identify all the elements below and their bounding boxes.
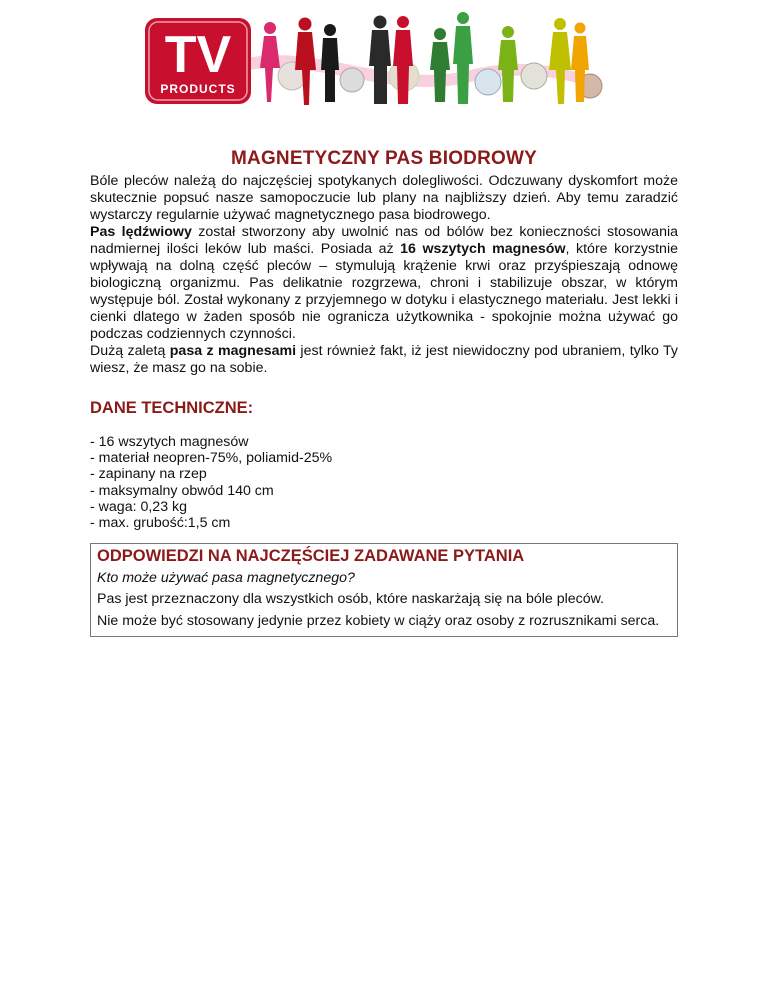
paragraph-text: jest również fakt, iż jest niewidoczny pod ubraniem, tylko Ty wiesz, że masz go na sobie. xyxy=(90,343,678,376)
spec-item: - 16 wszytych magnesów xyxy=(90,434,249,450)
spec-item: - max. grubość:1,5 cm xyxy=(90,515,231,532)
page-title: MAGNETYCZNY PAS BIODROWY xyxy=(231,148,537,169)
spec-item: - materiał neopren-75%, poliamid-25% xyxy=(90,450,333,467)
faq-question: Kto może używać pasa magnetycznego? xyxy=(97,570,355,587)
spec-item: - zapinany na rzep xyxy=(90,466,207,483)
people-silhouettes xyxy=(260,12,589,105)
product-thumbnail xyxy=(475,69,501,95)
paragraph-text: został stworzony aby uwolnić nas od bólów bez konieczności stosowania nadmiernej ilości leków lub maści. Posiada aż xyxy=(90,224,678,257)
specs-list xyxy=(90,434,678,531)
description-paragraph xyxy=(90,224,678,343)
faq-answer: Pas jest przeznaczony dla wszystkich osób, które naskarżają się na bóle pleców. xyxy=(97,591,605,608)
article-content xyxy=(90,140,678,637)
specs-heading: DANE TECHNICZNE: xyxy=(90,399,254,417)
intro-paragraph: Bóle pleców należą do najczęściej spotykanych dolegliwości. Odczuwany dyskomfort może skutecznie popsuć nasze samopoczucie lub plany na najbliższy dzień. Aby temu zaradzić wystarczy regularnie używać magnetycznego pasa biodrowego. xyxy=(90,173,678,223)
spec-item: - waga: 0,23 kg xyxy=(90,498,188,515)
tv-products-banner xyxy=(140,10,610,110)
bold-text: Pas lędźwiowy xyxy=(90,224,192,240)
spec-item: - maksymalny obwód 140 cm xyxy=(90,482,274,499)
bold-text: 16 wszytych magnesów xyxy=(400,241,566,257)
paragraph-text: Dużą zaletą xyxy=(90,343,170,359)
svg-text:PRODUCTS: PRODUCTS xyxy=(160,82,236,96)
faq-answer: Nie może być stosowany jedynie przez kobiety w ciąży oraz osoby z rozrusznikami serca. xyxy=(97,612,660,629)
product-thumbnail xyxy=(340,68,364,92)
header-banner xyxy=(140,10,610,110)
product-thumbnail xyxy=(521,63,547,89)
advantage-paragraph xyxy=(90,343,678,377)
tv-products-logo xyxy=(145,18,251,104)
faq-box xyxy=(90,543,678,637)
paragraph-text: , które korzystnie wpływają na dolną część pleców – stymulują krążenie krwi oraz przyśpieszają odnowę biologiczną organizmu. Pas delikatnie rozgrzewa, chroni i stabilizuje obszar, w którym występuje ból. Został wykonany z przyjemnego w dotyku i elastycznego materiału. Jest lekki i cienki dlatego w żaden sposób nie ogranicza użytkownika - spokojnie można używać go podczas codziennych czynności. xyxy=(90,241,678,342)
svg-text:TV: TV xyxy=(164,26,232,84)
faq-heading: ODPOWIEDZI NA NAJCZĘŚCIEJ ZADAWANE PYTANIA xyxy=(97,547,525,566)
bold-text: pasa z magnesami xyxy=(169,343,297,359)
